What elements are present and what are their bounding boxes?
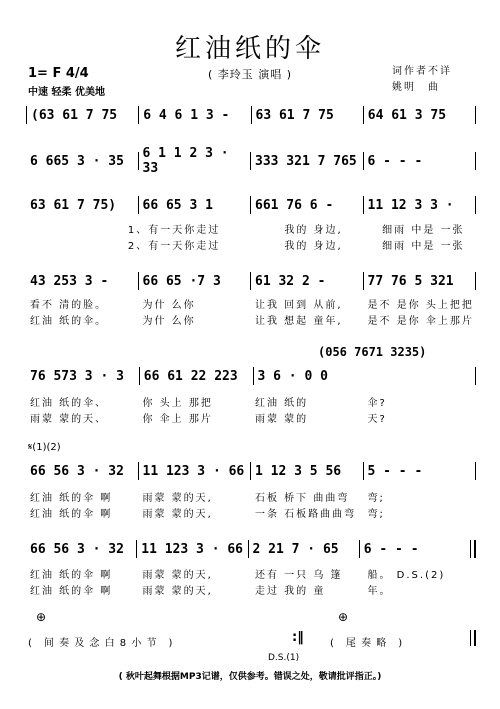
lyric-row-v1c (30, 394, 480, 409)
lyric: 红油 纸的伞 啊 (30, 509, 113, 520)
lyric: 2、有一天你走过 (127, 241, 221, 252)
measure: 11 12 3 3 · (367, 197, 454, 213)
lyric: 让我 想起 童年, (255, 316, 343, 327)
ds-1-mark: D.S.(1) (268, 653, 300, 663)
lyric: 我的 身边, (284, 225, 343, 236)
lyric-row-v1e (30, 566, 480, 581)
lyric: 让我 回到 从前, (255, 300, 343, 311)
lyric: 红油 纸的 (255, 398, 309, 409)
measure: 333 321 7 765 (255, 153, 357, 169)
lyric: 雨蒙 蒙的天、 (30, 414, 108, 425)
lyric: 年。 (367, 586, 392, 597)
lyric: 红油 纸的伞 啊 (30, 570, 113, 581)
lyric: 雨蒙 蒙的天, (142, 570, 213, 581)
measure: 661 76 6 - (255, 197, 334, 213)
lyric: 雨蒙 蒙的天, (142, 509, 213, 520)
lyric: 为什 么你 (142, 300, 196, 311)
measure: 66 65 ·7 3 (142, 273, 221, 289)
coda-icon: ⊕ (338, 610, 349, 624)
measure: 11 123 3 · 66 (141, 541, 243, 557)
lyric: 红油 纸的伞 啊 (30, 586, 113, 597)
performer-subtitle: ( 李玲玉 演唱 ) (207, 68, 293, 81)
score-line-4 (26, 272, 476, 290)
lyric: 走过 我的 童 (255, 586, 326, 597)
lyric: 弯; (367, 493, 385, 504)
measure: 63 61 7 75) (30, 197, 117, 213)
measure: 6 665 3 · 35 (30, 153, 124, 169)
measure: 2 21 7 · 65 (252, 541, 339, 557)
measure: 6 4 6 1 3 - (143, 107, 230, 123)
lyric: 是不 是你 伞上那片 (367, 316, 474, 327)
lyric: 红油 纸的伞。 (30, 316, 108, 327)
score-line-3 (26, 196, 476, 214)
footnote: ( 秋叶起舞根据MP3记谱，仅供参考。错误之处，敬请批评指正。) (118, 672, 382, 682)
score-line-7 (26, 540, 476, 558)
measure: 5 - - - (367, 463, 423, 479)
measure: 3 6 · 0 0 (257, 368, 328, 384)
lyric: 弯; (367, 509, 385, 520)
score-line-5 (26, 367, 476, 385)
lyric: 细雨 中是 一张 (382, 241, 465, 252)
lyric-row-v1 (30, 221, 480, 236)
lyricist-credit: 词作者不详 (392, 66, 452, 77)
lyric: 石板 桥下 曲曲弯 (255, 493, 350, 504)
measure: 77 76 5 321 (367, 273, 454, 289)
lyric: 一条 石板路曲曲弯 (255, 509, 357, 520)
tempo-marking: 中速 轻柔 优美地 (28, 87, 105, 98)
measure: 63 61 7 75 (255, 107, 334, 123)
lyric-row-v2b (30, 312, 480, 327)
measure: 6 - - - (363, 541, 419, 557)
measure: 66 65 3 1 (142, 197, 213, 213)
song-title: 红油纸的伞 (174, 34, 325, 64)
lyric: 天? (367, 414, 387, 425)
score-line-2 (26, 146, 476, 176)
lyric: 为什 么你 (142, 316, 196, 327)
lyric: 还有 一只 乌 篷 (255, 570, 343, 581)
segno-mark: 𝄋(1)(2) (28, 442, 61, 453)
lyric: 我的 身边, (284, 241, 343, 252)
measure: 66 61 22 223 (143, 368, 238, 384)
key-signature: 1= F 4/4 (28, 66, 89, 81)
measure: 43 253 3 - (30, 273, 109, 289)
interlude-note: ( 间 奏 及 念 白 8 小 节 ) (28, 638, 174, 649)
lyric: 伞? (367, 398, 387, 409)
lyric: 红油 纸的伞 啊 (30, 493, 113, 504)
bridge-notes: (056 7671 3235) (318, 345, 427, 359)
measure: 76 573 3 · 3 (30, 368, 124, 384)
lyric: 1、有一天你走过 (127, 225, 221, 236)
repeat-sign: :‖ (292, 630, 304, 645)
lyric-row-v1b (30, 296, 480, 311)
measure: (63 61 7 75 (31, 107, 118, 123)
measure: 11 123 3 · 66 (142, 463, 245, 479)
measure: 61 32 2 - (255, 273, 326, 289)
final-barline (470, 630, 476, 646)
lyric: 雨蒙 蒙的天, (142, 586, 213, 597)
lyric: 雨蒙 蒙的天, (142, 493, 213, 504)
measure: 1 12 3 5 56 (255, 463, 342, 479)
measure: 66 56 3 · 32 (30, 541, 124, 557)
lyric: 看不 清的脸。 (30, 300, 108, 311)
composer-credit: 姚明 曲 (392, 82, 440, 93)
lyric: 是不 是你 头上把把 (367, 300, 474, 311)
measure: 6 1 1 2 3 · 33 (142, 146, 229, 176)
lyric: 细雨 中是 一张 (382, 225, 465, 236)
ending-note: ( 尾 奏 略 ) (330, 638, 404, 649)
measure: 64 61 3 75 (367, 107, 447, 123)
lyric-row-v2 (30, 237, 480, 252)
measure: 66 56 3 · 32 (30, 463, 124, 479)
lyric-row-v2d (30, 505, 480, 520)
lyric-row-v1d (30, 489, 480, 504)
lyric: 雨蒙 蒙的 (255, 414, 309, 425)
measure: 6 - - - (367, 153, 423, 169)
lyric: 你 伞上 那片 (142, 414, 213, 425)
score-line-1 (26, 106, 476, 124)
score-line-6 (26, 462, 476, 480)
lyric: 船。 D.S.(2) (367, 570, 446, 581)
lyric-row-v2e (30, 582, 480, 597)
lyric-row-v2c (30, 410, 480, 425)
coda-icon: ⊕ (36, 610, 47, 624)
lyric: 红油 纸的伞、 (30, 398, 108, 409)
lyric: 你 头上 那把 (142, 398, 213, 409)
